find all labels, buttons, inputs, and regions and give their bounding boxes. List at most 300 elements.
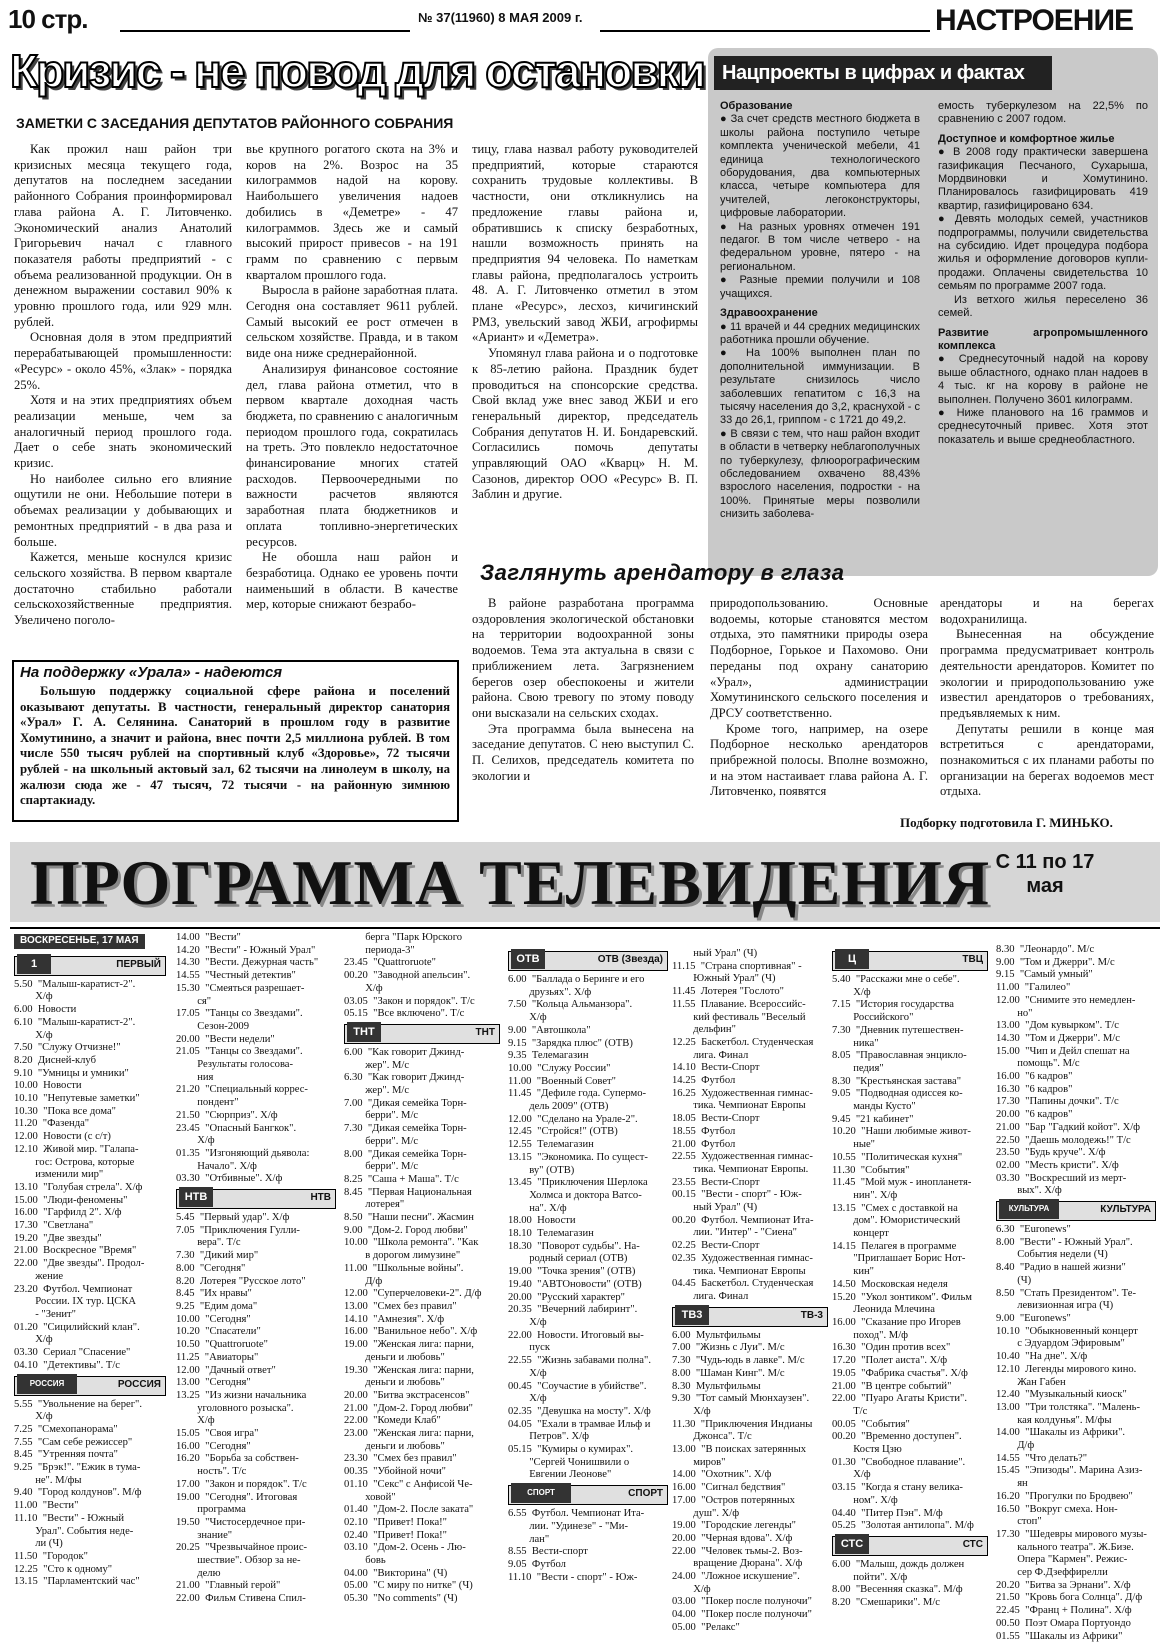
tv-listing-row: 10.10 "Обыкновенный концерт [996,1325,1138,1337]
tv-listing-row: 05.00 "С миру по нитке" (Ч) [344,1580,473,1592]
tv-listing-row: 22.00 "Пуаро Агаты Кристи". [832,1393,968,1405]
article-subtitle: ЗАМЕТКИ С ЗАСЕДАНИЯ ДЕПУТАТОВ РАЙОННОГО СОБРАНИЯ [16,115,454,131]
channel-header [14,1376,166,1396]
tv-listing-row: 22.45 "Франц + Полина". Х/ф [996,1605,1132,1617]
tv-listing-row: пойти". Х/ф [832,1571,908,1583]
tv-listing-row: 6.30 "Как говорит Джинд- [344,1072,465,1084]
tv-listing-row: 22.00 "Две звезды". Продол- [14,1258,145,1270]
tv-listing-row: 21.00 "Главный герой" [176,1580,281,1592]
tv-listing-row: 23.00 "Женская лига: парни, [344,1428,474,1440]
tv-listing-row: 16.30 "6 кадров" [996,1083,1073,1095]
natproj-left [720,100,920,522]
channel-header [176,1189,336,1209]
tv-listing-row: сер Ф.Дзеффирелли [996,1567,1108,1579]
article1-col3 [472,142,698,503]
tv-title: ПРОГРАММА ТЕЛЕВИДЕНИЯ [30,847,991,918]
tv-listing-row: ном". Х/ф [832,1494,898,1506]
tv-listing-row: "Приглашает Борис Нот- [832,1253,966,1265]
tv-listing-row: 12.00 "Снимите это немедлен- [996,994,1136,1006]
tv-listing-row: 10.55 "Политическая кухня" [832,1151,963,1163]
tv-listing-row: дом". Юмористический [832,1215,961,1227]
tv-listing-row: 00.15 "Вести - спорт" - Юж- [672,1189,802,1201]
tv-listing-row: Т/с [832,1405,868,1417]
tv-listing-row: 10.00 Новости [14,1080,82,1092]
channel-name: ТВ-3 [800,1309,823,1321]
tv-listing-row: 20.00 "6 кадров" [996,1109,1073,1121]
tv-listing-row: уголовного розыска". [176,1402,294,1414]
tv-listing-row: 04.00 "Викторина" (Ч) [344,1567,448,1579]
tv-listing-row: 20.00 "Вести недели" [176,1033,275,1045]
tv-listing-row: 11.30 "Приключения Индианы [672,1418,813,1430]
tv-listing-row: 5.50 "Малыш-каратист-2". [14,978,136,990]
channel-name: СТС [962,1538,983,1550]
tv-listing-row: 17.30 "Светлана" [14,1220,94,1232]
tv-listing-row: ли (Ч) [14,1538,63,1550]
tv-listing-row: (Ч) [996,1274,1032,1286]
tv-listing-row: Х/ф [508,1012,547,1024]
tv-listing-row: Результаты голосова- [176,1059,294,1071]
tv-listing-row: 7.25 "Смехопанорама" [14,1423,118,1435]
tv-listing-row: 9.25 "Едим дома" [176,1300,258,1312]
tv-listing-row: жер". М/с [344,1085,410,1097]
tv-listing-row: 13.45 "Приключения Шерлока [508,1177,648,1189]
tv-listing-row: 11.00 "Вести" [14,1500,79,1512]
tv-listing-row: 7.30 "Дикая семейка Торн- [344,1123,467,1135]
tv-listing-row: Х/ф [672,1405,711,1417]
tv-listing-row: 22.00 Фильм Стивена Спил- [176,1593,306,1605]
tv-listing-row: вера". Т/с [176,1237,241,1249]
tv-dates: С 11 по 17 мая [995,851,1095,897]
tv-listing-row: жер". М/с [344,1059,410,1071]
paragraph: Кроме того, например, на озере Подборное несколько арендаторов прибрежной полосы. Вполне возможно, и на этом настаивает глава района А. Г. Литовченко, появятся [710,721,928,799]
tv-listing-row: 8.20 Дисней-клуб [14,1054,96,1066]
tv-listing-row: 22.55 "Жизнь забавами полна". [508,1355,651,1367]
tv-listing-row: 19.00 "Женская лига: парни, [344,1339,474,1351]
tv-listing-row: 03.30 "Отбивные". Х/ф [176,1173,283,1185]
tv-listing-row: 6.00 Мультфильмы [672,1329,761,1341]
tv-listing-row: 16.50 "Вокруг смеха. Нон- [996,1503,1118,1515]
tv-listing-row: 19.20 "Две звезды" [14,1232,102,1244]
tv-listing-row: 10.50 "Quattroruote" [176,1339,268,1351]
tv-listing-row: 03.30 Сериал "Спасение" [14,1347,131,1359]
paragraph: Как прожил наш район три кризисных месяца текущего года, депутатов на последнем заседании районного Собрания проинформировал глава района А. Г. Литовченко. Экономический анализ Анатолий Григорьевич начал с главного показателя работы предприятий - с объема реализованной продукции. Он в денежном выражении составил 90% к уровню прошлого года, или 929 млн. рублей. [14,142,232,329]
tv-listing-row: 16.00 "Сказание про Игорев [832,1316,961,1328]
tv-listing-row: 8.00 "Вести" - Южный Урал". [996,1236,1133,1248]
tv-listing-row: 20.25 "Чрезвычайное проис- [176,1542,308,1554]
tv-listing-row: 14.00 "Охотник". Х/ф [672,1469,772,1481]
tv-listing-row: 23.45 "Quattroruote" [344,957,436,969]
tv-listing-row: Д/ф [344,1275,383,1287]
tv-listing-row: 22.00 "Человек тьмы-2. Воз- [672,1545,803,1557]
channel-header [832,1536,988,1556]
tv-listing-row: 11.50 "Городок" [14,1550,89,1562]
channel-header [508,951,668,971]
paragraph: Но наиболее сильно его влияние ощутили не они. Небольшие потери в объемах реализации у добывающих и ремонтных предприятий - в два раза и больше. [14,471,232,549]
tv-listing-row: 9.00 "Автошкола" [508,1024,591,1036]
tv-listing-row: 02.00 "Месть кристи". Х/ф [996,1159,1119,1171]
natproj-item: ● Ниже планового на 16 граммов и среднесуточный привес. Хотя этот показатель и выше среднеобластного. [938,406,1148,446]
issue-info: № 37(11960) 8 МАЯ 2009 г. [418,10,583,25]
tv-listing-row: 9.05 "Подводная одиссея ко- [832,1088,963,1100]
tv-listing-row: 20.00 "Черная вдова". Х/ф [672,1532,793,1544]
tv-listing-row: 12.10 Живой мир. "Галапа- [14,1143,139,1155]
tv-listing-row: дель 2009" (ОТВ) [508,1101,609,1113]
tv-listing-row: Х/ф [508,1393,547,1405]
tv-listing-row: 19.00 "Точка зрения" (ОТВ) [508,1266,636,1278]
tv-listing-row: Д/ф [996,1440,1035,1452]
tv-listing-row: 01.55 "Шакалы из Африки" [996,1630,1123,1642]
tv-listing-row: 8.50 "Наши песни". Жасмин [344,1212,474,1224]
tv-listing-row: ву" (ОТВ) [508,1164,575,1176]
tv-listing-row: 9.00 "Euronews" [996,1312,1071,1324]
tv-listing-row: Костя Цзю [832,1444,902,1456]
tv-listing-row: 14.55 "Честный детектив" [176,970,296,982]
tv-listing-row: помощь". М/с [996,1058,1080,1070]
channel-header [14,956,166,976]
tv-listing-row: но" [996,1007,1033,1019]
tv-listing-row: 13.15 "Смех с доставкой на [832,1202,958,1214]
tv-listing-row: 18.55 Футбол [672,1125,736,1137]
natproj-heading: Доступное и комфортное жилье [938,132,1115,145]
tv-listing-row: 7.55 "Сам себе режиссер" [14,1436,133,1448]
tv-listing-row: 7.30 "Дневник путешествен- [832,1024,964,1036]
channel-name: ТВЦ [962,954,983,965]
tv-listing-row: 9.35 Телемагазин [508,1050,589,1062]
tv-listing-row: тика. Чемпионат Европы. [672,1163,809,1175]
tv-listing-row: 14.10 "Амнезия". Х/ф [344,1313,445,1325]
tv-listing-row: 14.50 Московская неделя [832,1278,948,1290]
tv-listing-row: кального театра". Ж.Бизе. [996,1541,1134,1553]
tv-listing-row: События недели (Ч) [996,1249,1108,1261]
tv-listing-row: 02.10 "Привет! Пока!" [344,1516,448,1528]
tv-listing-row: лии. "Интер" - "Сиена" [672,1227,797,1239]
tv-listing-row: 11.45 "Дефиле года. Супермо- [508,1088,647,1100]
tv-listing-row: 8.45 "Первая Национальная [344,1186,472,1198]
tv-listing-row: 8.05 "Православная энцикло- [832,1050,967,1062]
tv-listing-row: 17.30 "Шедевры мирового музы- [996,1528,1147,1540]
tv-listing-row: 12.10 Легенды мирового кино. [996,1363,1137,1375]
tv-listing-row: 7.15 "История государства [832,999,954,1011]
tv-listing-row: 21.00 Воскресное "Время" [14,1245,137,1257]
tv-listing-row: 03.05 "Закон и порядок". Т/с [344,995,475,1007]
tv-listing-row: деньги и любовь" [344,1351,445,1363]
tv-col-3 [344,932,500,1606]
tv-listing-row: 02.35 "Девушка на мосту". Х/ф [508,1405,651,1417]
channel-logo-icon: СТС [835,1534,869,1554]
paragraph: Хотя и на этих предприятиях объем реализации меньше, чем за аналогичный период прошлого года. Дает о себе знать экономический кризис. [14,393,232,471]
tv-listing-row: 14.20 "Вести" - Южный Урал" [176,944,316,956]
natproj-item: Из ветхого жилья переселено 36 семей. [938,293,1148,320]
tv-listing-row: 10.00 "Школа ремонта". "Как [344,1237,479,1249]
tv-listing-row: концерт [832,1228,889,1240]
tv-listing-row: 05.30 "No comments" (Ч) [344,1593,458,1605]
tv-listing-row: ния [176,1071,214,1083]
tv-listing-row: 16.00 "Гарфилд 2". Х/ф [14,1207,122,1219]
tv-listing-row: шествие". Обзор за не- [176,1555,301,1567]
tv-listing-row: 16.00 "6 кадров" [996,1071,1073,1083]
tv-listing-row: ные" [832,1139,876,1151]
tv-listing-row: 13.00 "Смех без правил" [344,1300,457,1312]
tv-listing-row: Х/ф [832,1469,871,1481]
tv-listing-row: изменили мир" [14,1169,104,1181]
paragraph: Выросла в районе заработная плата. Сегодня она составляет 9611 рублей. Самый высокий ее рост отмечен в сельском хозяйстве. Правда, и в таком виде она ниже среднерайонной. [246,283,458,361]
natproj-item: ● 11 врачей и 44 средних медицинских работника прошли обучение. [720,320,920,346]
article-title: Кризис - не повод для остановки [10,45,704,97]
tv-listing-row: Опера "Кармен". Режис- [996,1554,1128,1566]
tv-col-6 [832,948,988,1610]
tv-listing-row: 17.00 "Закон и порядок". Т/с [176,1478,307,1490]
tv-listing-row: 04.40 "Питер Пэн". М/ф [832,1507,943,1519]
tv-listing-row: 9.00 "Дом-2. Город любви" [344,1224,468,1236]
tv-listing-row: Леонида Млечина [832,1304,935,1316]
tv-listing-row: 05.15 "Кумиры о кумирах". [508,1444,634,1456]
tv-listing-row: 10.10 "Непутевые заметки" [14,1093,140,1105]
tv-listing-row: 00.20 "Временно доступен". [832,1431,962,1443]
tv-listing-row: 13.10 "Голубая стрела". Х/ф [14,1181,143,1193]
tv-listing-row: тика. Чемпионат Европы [672,1100,806,1112]
tv-listing-row: Холмса и доктора Ватсо- [508,1189,642,1201]
tv-listing-row: 01.10 "Секс" с Анфисой Че- [344,1478,473,1490]
tv-listing-row: 9.15 "Зарядка плюс" (ОТВ) [508,1037,633,1049]
tv-listing-row: 8.30 Мультфильмы [672,1380,761,1392]
natproj-item: ● За счет средств местного бюджета в школы района поступило четыре комплекта ученической мебели, 41 единица технологического оборудования, два компьютерных класса, четыре компьютера для учителей, легоконструкторы, цифровые лаборатории. [720,113,920,220]
paragraph: Эта программа была вынесена на заседание депутатов. С нею выступил С. П. Селихов, председатель комитета по экологии и [472,721,694,783]
tv-listing-row: манды Кусто" [832,1101,916,1113]
tv-listing-row: 16.25 Художественная гимнас- [672,1087,813,1099]
tv-listing-row: 23.50 "Будь круче". Х/ф [996,1147,1106,1159]
tv-listing-row: 12.25 "Сто к одному" [14,1563,113,1575]
tv-listing-row: программа [176,1504,246,1516]
tv-listing-row: 13.00 "В поисках затерянных [672,1444,807,1456]
channel-logo-icon: Ц [835,949,869,969]
tv-col-1 [14,934,166,1589]
tv-listing-row: 04.05 "Ехали в трамвае Ильф и [508,1418,651,1430]
tv-listing-row: 20.35 "Вечерний лабиринт". [508,1304,638,1316]
tv-listing-row: 13.15 "Экономика. По сущест- [508,1151,648,1163]
tv-listing-row: 00.05 "События" [832,1418,910,1430]
tv-listing-row: - "Зенит" [14,1308,76,1320]
tv-listing-row: 6.00 "Баллада о Беринге и его [508,974,645,985]
tv-listing-row: берга "Парк Юрского [344,932,463,943]
tv-listing-row: 12.55 Телемагазин [508,1139,594,1151]
tv-listing-row: 8.30 "Леонардо". М/с [996,944,1095,955]
channel-name: НТВ [310,1192,331,1204]
tv-listing-row: лотерея" [344,1199,405,1211]
natproj-item: ● Среднесуточный надой на корову выше областного, однако план надоев в 4 тыс. кг на корову в районе не выполнен. Получено 3601 килограмм. [938,353,1148,406]
channel-header [996,1201,1156,1221]
paragraph: Депутаты решили в конце мая встретиться с арендаторами, познакомиться с их планами работы по организации на берегах водоемов мест отдыха. [940,721,1154,799]
header-rule-right [600,30,930,32]
tv-listing-row: 9.30 "Тот самый Мюнхаузен". [672,1393,810,1405]
tv-listing-row: 04.00 "Покер после полуночи" [672,1609,812,1621]
natproj-item: ● Разные премии получили и 108 учащихся. [720,274,920,300]
tv-listing-row: 17.05 "Танцы со Звездами". [176,1008,303,1020]
tv-col-7 [996,944,1156,1643]
tv-listing-row: Урал". События неде- [14,1525,134,1537]
tv-listing-row: 16.20 "Борьба за собствен- [176,1453,299,1465]
tv-listing-row: Петров". Х/ф [508,1431,589,1443]
tv-listing-row: 9.05 Футбол [508,1558,566,1570]
tv-listing-row: 13.00 "Сегодня" [176,1377,251,1389]
tv-listing-row: 04.45 Баскетбол. Студенческая [672,1278,814,1290]
tv-listing-row: лига. Финал [672,1290,749,1302]
tv-listing-row: левизионная игра (Ч) [996,1300,1114,1312]
tv-listing-row: Х/ф [176,1415,215,1427]
tv-listing-row: 8.40 "Радио в нашей жизни" [996,1262,1126,1274]
channel-logo-icon: РОССИЯ [17,1374,77,1394]
channel-header [344,1024,500,1044]
tv-listing-row: 11.10 "Вести" - Южный [14,1512,125,1524]
tv-listing-row: 9.10 "Умницы и умники" [14,1067,129,1079]
tv-listing-row: 18.10 Телемагазин [508,1228,594,1240]
channel-logo-icon: ТВ3 [675,1305,709,1325]
tv-listing-row: 05.25 "Золотая антилопа". М/ф [832,1520,974,1532]
article2-col2 [710,596,928,800]
tv-listing-row: 24.00 "Ложное искушение". [672,1571,800,1583]
tv-listing-row: 15.20 "Укол зонтиком". Фильм [832,1291,973,1303]
tv-listing-row: нин". Х/ф [832,1189,898,1201]
tv-listing-row: 01.20 "Сицилийский клан". [14,1321,140,1333]
tv-listing-row: 11.25 "Авиаторы" [176,1351,259,1363]
tv-listing-row: ный Урал" (Ч) [672,1202,758,1214]
paragraph: тицу, глава назвал работу руководителей предприятий, которые стараются сохранить трудовые коллективы. В частности, они откликнулись на предложение главы района и, обратившись к списку безработных, нашли возможность принять на предприятия 94 человека. По наметкам главы района, предполагалось устроить 48. А. Г. Литовченко отметил в этом плане «Ресурс», лесхоз, кичигинский РМЗ, увельский завод ЖБИ, агрофирмы «Ариант» и «Деметра». [472,142,698,345]
tv-listing-row: 22.55 Художественная гимнас- [672,1151,813,1163]
tv-listing-row: Х/ф [14,1411,53,1423]
tv-listing-row: 5.40 "Расскажи мне о себе". [832,974,960,985]
paragraph: Не обошла наш район и безработица. Однако ее уровень почти наименьший в области. В качестве мер, которые снижают безрабо- [246,550,458,612]
tv-listing-row: 13.15 "Парламентский час" [14,1576,140,1588]
natproj-heading: Здравоохранение [720,307,818,320]
tv-listing-row: на". Х/ф [508,1202,567,1214]
tv-listing-row: 19.00 "Городские легенды" [672,1520,796,1532]
tv-listing-row: 9.40 "Город колдунов". М/ф [14,1487,142,1499]
channel-name: ОТВ (Звезда) [597,954,663,965]
tv-listing-row: 6.30 "Euronews" [996,1224,1071,1236]
channel-header [672,1307,828,1327]
tv-listing-row: родный сериал (ОТВ) [508,1253,628,1265]
tv-listing-row: 21.00 Футбол [672,1138,736,1150]
tv-listing-row: 14.55 "Что делать?" [996,1452,1088,1464]
tv-listing-row: 16.20 "Прогулки по Бродвею" [996,1490,1133,1502]
tv-listing-row: 23.55 Вести-Спорт [672,1176,760,1188]
tv-listing-row: 20.00 "Русский характер" [508,1291,626,1303]
tv-listing-row: поход". М/ф [832,1329,909,1341]
tv-listing-row: 17.30 "Папины дочки". Т/с [996,1096,1119,1108]
tv-listing-row: 12.40 "Музыкальный киоск" [996,1389,1127,1401]
tv-listing-row: 11.55 Плавание. Всероссийс- [672,998,806,1010]
tv-listing-row: 13.00 "Дом кувырком". Т/с [996,1020,1119,1032]
tv-listing-row: 10.20 "Наши любимые живот- [832,1126,971,1138]
tv-listing-row: знание" [176,1529,233,1541]
tv-listing-row: 10.00 "Служу России" [508,1062,611,1074]
tv-listing-row: Евгении Леонове" [508,1469,612,1481]
tv-listing-row: пондент" [176,1097,239,1109]
tv-listing-row: 7.05 "Приключения Гулли- [176,1224,300,1236]
natproj-heading: Развитие агропромышленного комплекса [938,326,1148,352]
tv-listing-row: 03.10 "Дом-2. Осень - Лю- [344,1542,466,1554]
tv-listing-row: 02.35 Художественная гимнас- [672,1252,813,1264]
tv-listing-row: ян [996,1478,1028,1490]
article2-col3 [940,596,1154,800]
tv-listing-row: России. IX тур. ЦСКА [14,1296,137,1308]
tv-listing-row: 6.00 "Малыш, дождь должен [832,1558,965,1570]
tv-listing-row: 05.00 "Релакс" [672,1621,740,1633]
tv-listing-row: Южный Урал" (Ч) [672,973,776,985]
tv-listing-row: 15.45 "Эпизоды". Марина Азиз- [996,1465,1143,1477]
tv-listing-row: 21.00 "В центре событий" [832,1380,952,1392]
tv-listing-row: 22.50 "Даешь молодежь!" Т/с [996,1134,1131,1146]
tv-listing-row: 23.20 Футбол. Чемпионат [14,1283,133,1295]
tv-listing-row: 11.15 "Страна спортивная" - [672,960,802,972]
tv-listing-row: 16.00 "Сигнал бедствия" [672,1482,786,1494]
tv-listing-row: миров" [672,1456,726,1468]
tv-listing-row: 04.10 "Детективы". Т/с [14,1359,121,1371]
tv-listing-row: 13.00 "Три толстяка". "Малень- [996,1401,1141,1413]
tv-listing-row: душ". Х/ф [672,1507,740,1519]
tv-listing-row: Жан Габен [996,1376,1066,1388]
day-label: ВОСКРЕСЕНЬЕ, 17 МАЯ [14,934,145,949]
tv-listing-row: ся" [176,995,212,1007]
tv-listing-row: 8.20 Лотерея "Русское лото" [176,1275,306,1287]
tv-listing-row: 7.50 "Кольца Альманзора". [508,999,633,1011]
tv-listing-row: не". М/фы [14,1474,82,1486]
tv-listing-row: 12.45 "Стройся!" (ОТВ) [508,1126,618,1138]
tv-listing-row: 21.20 "Специальный коррес- [176,1084,308,1096]
tv-listing-row: друзьях". Х/ф [508,986,592,998]
tv-listing-row: Начало". Х/ф [176,1160,257,1172]
article1-col1 [14,142,232,629]
tv-listing-row: 00.20 "Заводной апельсин". [344,970,471,982]
tv-listing-row: Х/ф [14,991,53,1003]
tv-listing-row: 9.15 "Самый умный" [996,969,1093,981]
tv-listing-row: 02.40 "Привет! Пока!" [344,1529,448,1541]
tv-listing-row: 01.40 "Дом-2. После заката" [344,1504,474,1516]
tv-listing-row: 14.15 Пелагея в программе [832,1240,957,1252]
tv-col-5 [672,948,828,1635]
tv-listing-row: ный Урал" (Ч) [672,948,758,959]
byline: Подборку подготовила Г. МИНЬКО. [900,815,1113,830]
tv-listing-row: стоп" [996,1516,1042,1528]
tv-listing-row: 00.50 Поэт Омара Портуондо [996,1617,1131,1629]
tv-listing-row: Джонса". Т/с [672,1431,752,1443]
tv-listing-row: Х/ф [14,1029,53,1041]
tv-listing-row: "Сергей Чонишвили о [508,1456,630,1468]
tv-listing-row: 8.45 "Их нравы" [176,1288,252,1300]
tv-listing-row: 01.30 "Свободное плавание". [832,1456,966,1468]
tv-listing-row: 8.30 "Крестьянская застава" [832,1075,962,1087]
tv-listing-row: 8.55 Вести-спорт [508,1546,588,1558]
tv-listing-row: 15.30 "Смеяться разрешает- [176,982,305,994]
tv-listing-row: 6.55 Футбол. Чемпионат Ита- [508,1508,645,1520]
tv-listing-row: 8.45 "Утренняя почта" [14,1449,118,1461]
natproj-item: ● На разных уровнях отмечен 191 педагог. В том числе четверо - на федеральном уровне, пятеро - на региональном. [720,220,920,273]
tv-listing-row: 14.00 "Шакалы из Африки". [996,1427,1126,1439]
tv-listing-row: 15.05 "Своя игра" [176,1428,259,1440]
natproj-title: Нацпроекты в цифрах и фактах [714,56,1052,90]
tv-listing-row: 10.40 "На дне". Х/ф [996,1351,1088,1363]
tv-listing-row: 8.25 "Саша + Маша". Т/с [344,1173,459,1185]
tv-listing-row: ховой" [344,1491,396,1503]
tv-listing-row: 00.20 Футбол. Чемпионат Ита- [672,1214,814,1226]
tv-listing-row: 02.25 Вести-Спорт [672,1240,760,1252]
tv-listing-row: 11.10 "Вести - спорт" - Юж- [508,1571,638,1583]
tv-listing-row: 5.55 "Увольнение на берег". [14,1398,143,1410]
tv-listing-row: 14.10 Вести-Спорт [672,1062,760,1074]
tv-listing-row: 19.30 "Женская лига: парни, [344,1364,474,1376]
tv-listing-row: лига. Финал [672,1049,749,1061]
tv-listing-row: 15.00 "Люди-феномены" [14,1194,128,1206]
channel-logo-icon: КУЛЬТУРА [999,1199,1059,1219]
